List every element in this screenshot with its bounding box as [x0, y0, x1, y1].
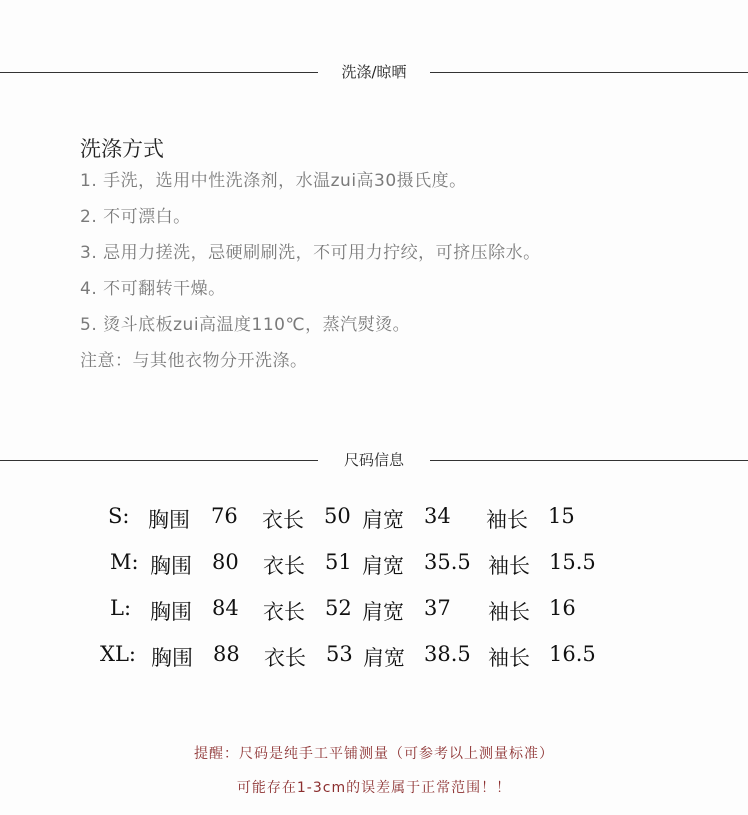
care-item: 1. 手洗，选用中性洗涤剂，水温zui高30摄氏度。 [80, 171, 467, 191]
chest-label: 胸围 [150, 600, 192, 624]
length-label: 衣长 [263, 554, 305, 578]
sleeve-label: 袖长 [488, 554, 530, 578]
size-row [0, 588, 748, 634]
chest-label: 胸围 [148, 508, 190, 532]
care-list [80, 165, 541, 381]
length-value: 53 [326, 642, 353, 666]
shoulder-label: 肩宽 [362, 508, 404, 532]
size-section-title: 尺码信息 [343, 451, 404, 469]
size-label: XL: [100, 642, 136, 666]
size-label: L: [110, 596, 132, 620]
size-label: S: [108, 504, 130, 528]
chest-value: 84 [212, 596, 239, 620]
care-heading: 洗涤方式 [80, 137, 164, 161]
care-item: 4. 不可翻转干燥。 [80, 279, 226, 299]
sleeve-value: 15 [548, 504, 575, 528]
length-value: 52 [325, 596, 352, 620]
wash-section-title: 洗涤/晾晒 [341, 63, 407, 81]
care-note: 注意：与其他衣物分开洗涤。 [80, 351, 308, 371]
shoulder-label: 肩宽 [362, 600, 404, 624]
sleeve-value: 15.5 [549, 550, 596, 574]
sleeve-value: 16 [549, 596, 576, 620]
tolerance-note: 可能存在1-3cm的误差属于正常范围！！ [236, 780, 512, 796]
shoulder-value: 34 [424, 504, 451, 528]
sleeve-label: 袖长 [486, 508, 528, 532]
chest-value: 76 [211, 504, 238, 528]
size-row [0, 542, 748, 588]
chest-label: 胸围 [151, 646, 193, 670]
sleeve-value: 16.5 [549, 642, 596, 666]
size-section-divider [0, 450, 748, 470]
measurement-note: 提醒：尺码是纯手工平铺测量（可参考以上测量标准） [194, 746, 554, 762]
care-item: 5. 烫斗底板zui高温度110℃，蒸汽熨烫。 [80, 315, 411, 335]
size-row [0, 634, 748, 680]
sleeve-label: 袖长 [488, 646, 530, 670]
wash-section-divider [0, 62, 748, 82]
length-label: 衣长 [263, 600, 305, 624]
shoulder-value: 35.5 [424, 550, 471, 574]
size-table [0, 496, 748, 680]
shoulder-value: 37 [424, 596, 451, 620]
chest-value: 80 [212, 550, 239, 574]
care-item: 2. 不可漂白。 [80, 207, 191, 227]
length-label: 衣长 [262, 508, 304, 532]
chest-value: 88 [213, 642, 240, 666]
care-item: 3. 忌用力搓洗，忌硬刷刷洗，不可用力拧绞，可挤压除水。 [80, 243, 541, 263]
shoulder-label: 肩宽 [362, 554, 404, 578]
length-value: 51 [325, 550, 352, 574]
shoulder-value: 38.5 [424, 642, 471, 666]
length-value: 50 [324, 504, 351, 528]
length-label: 衣长 [264, 646, 306, 670]
shoulder-label: 肩宽 [363, 646, 405, 670]
size-row [0, 496, 748, 542]
chest-label: 胸围 [150, 554, 192, 578]
size-label: M: [110, 550, 139, 574]
sleeve-label: 袖长 [488, 600, 530, 624]
